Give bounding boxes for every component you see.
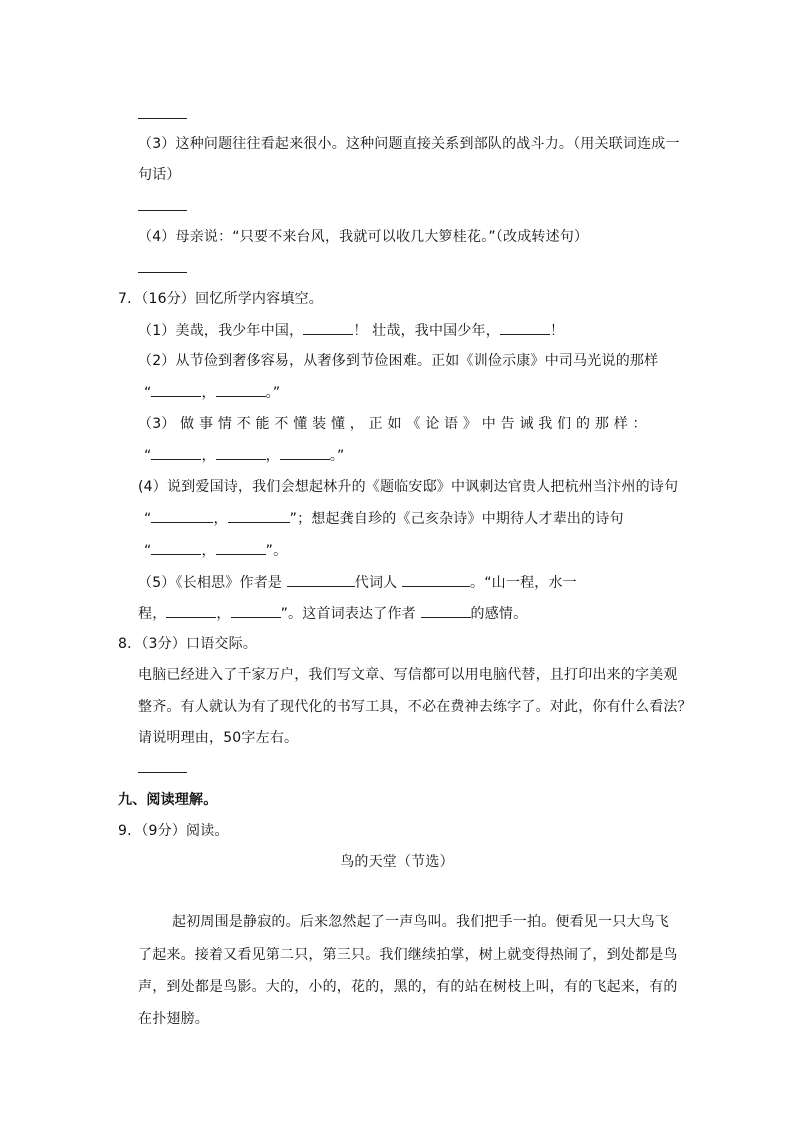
punctuation: ”。 [265, 543, 288, 559]
punctuation: ， [201, 448, 216, 464]
fill-blank[interactable] [166, 603, 216, 618]
fill-blank[interactable] [402, 572, 470, 587]
q7-s4-line2 [144, 508, 624, 529]
quote-mark: “ [144, 385, 152, 401]
q7-s3-line1: （3） 做 事 情 不 能 不 懂 装 懂 ， 正 如 《 论 语 》 中 告 诫 我 们 的 那 样 ： [138, 416, 647, 432]
fill-blank[interactable] [216, 445, 266, 460]
fill-blank[interactable] [151, 445, 201, 460]
passage-line: 声，到处都是鸟影。大的，小的，花的，黑的，有的站在树枝上叫，有的飞起来，有的 [138, 979, 678, 995]
answer-blank[interactable] [138, 118, 187, 119]
quote-mark: “ [144, 511, 152, 527]
fill-blank[interactable] [231, 603, 281, 618]
fill-blank[interactable] [303, 320, 353, 335]
answer-blank[interactable] [138, 210, 187, 211]
q7-s1-text-b: ！ 壮哉，我中国少年， [353, 323, 500, 339]
q8-line1: 电脑已经进入了千家万户，我们写文章、写信都可以用电脑代替，且打印出来的字美观 [138, 667, 678, 683]
fill-blank[interactable] [151, 540, 201, 555]
answer-blank[interactable] [138, 272, 187, 273]
q7-s4-line3 [144, 540, 287, 561]
punctuation: ， [201, 543, 216, 559]
q7-s5-line1 [138, 572, 577, 593]
q7-s4-line1: (4）说到爱国诗，我们会想起林升的《题临安邸》中讽刺达官贵人把杭州当汴州的诗句 [138, 479, 679, 495]
q7-s2-line1: （2）从节俭到奢侈容易，从奢侈到节俭困难。正如《训俭示康》中司马光说的那样 [138, 353, 659, 369]
q7-s2-line2 [144, 382, 280, 403]
punctuation: ， [265, 448, 280, 464]
q7-s1-text-c: ！ [549, 323, 565, 339]
fill-blank[interactable] [421, 603, 471, 618]
punctuation: 。” [329, 448, 345, 464]
fill-blank[interactable] [151, 508, 213, 523]
q6-item3-line2: 句话） [138, 167, 181, 183]
fill-blank[interactable] [500, 320, 550, 335]
q7-s4-mid-text: ”；想起龚自珍的《己亥杂诗》中期待人才辈出的诗句 [289, 511, 624, 527]
punctuation: ， [201, 385, 216, 401]
punctuation: ， [216, 606, 231, 622]
fill-blank[interactable] [216, 540, 266, 555]
q7-s1 [138, 320, 564, 341]
punctuation: 。” [265, 385, 281, 401]
passage-line: 起初周围是静寂的。后来忽然起了一声鸟叫。我们把手一拍。便看见一只大鸟飞 [172, 914, 669, 930]
q7-s5-text: 代词人 [354, 575, 403, 591]
quote-mark: “ [144, 448, 152, 464]
quote-mark: “ [144, 543, 152, 559]
q7-s3-line2 [144, 445, 345, 466]
q8-line3: 请说明理由，50字左右。 [138, 730, 299, 746]
q7-s5-text: （5）《长相思》作者是 [138, 575, 287, 591]
section-heading: 九、阅读理解。 [118, 792, 218, 808]
fill-blank[interactable] [280, 445, 330, 460]
q6-item3-line1: （3）这种问题往往看起来很小。这种问题直接关系到部队的战斗力。（用关联词连成一 [138, 136, 680, 152]
passage-title: 鸟的天堂（节选） [340, 854, 454, 870]
fill-blank[interactable] [228, 508, 290, 523]
q7-title: 7．（16分）回忆所学内容填空。 [118, 291, 323, 307]
fill-blank[interactable] [216, 382, 266, 397]
passage-line: 了起来。接着又看见第二只，第三只。我们继续拍掌，树上就变得热闹了，到处都是鸟 [138, 947, 678, 963]
fill-blank[interactable] [151, 382, 201, 397]
q7-s5-line2 [138, 603, 527, 624]
fill-blank[interactable] [287, 572, 355, 587]
q7-s1-text-a: （1）美哉，我少年中国， [138, 323, 304, 339]
q7-s5-text: 的感情。 [470, 606, 528, 622]
q6-item4: （4）母亲说：“只要不来台风，我就可以收几大箩桂花。”（改成转述句） [138, 229, 589, 245]
q7-s5-text: 。“山一程，水一 [470, 575, 577, 591]
q8-line2: 整齐。有人就认为有了现代化的书写工具，不必在费神去练字了。对此，你有什么看法？ [138, 699, 692, 715]
answer-blank[interactable] [138, 772, 187, 773]
passage-line: 在扑翅膀。 [138, 1011, 209, 1027]
q8-title: 8．（3分）口语交际。 [118, 636, 258, 652]
punctuation: ， [213, 511, 228, 527]
q7-s5-text: ”。这首词表达了作者 [280, 606, 421, 622]
q7-s5-text: 程， [138, 606, 167, 622]
q9-title: 9．（9分）阅读。 [118, 823, 229, 839]
